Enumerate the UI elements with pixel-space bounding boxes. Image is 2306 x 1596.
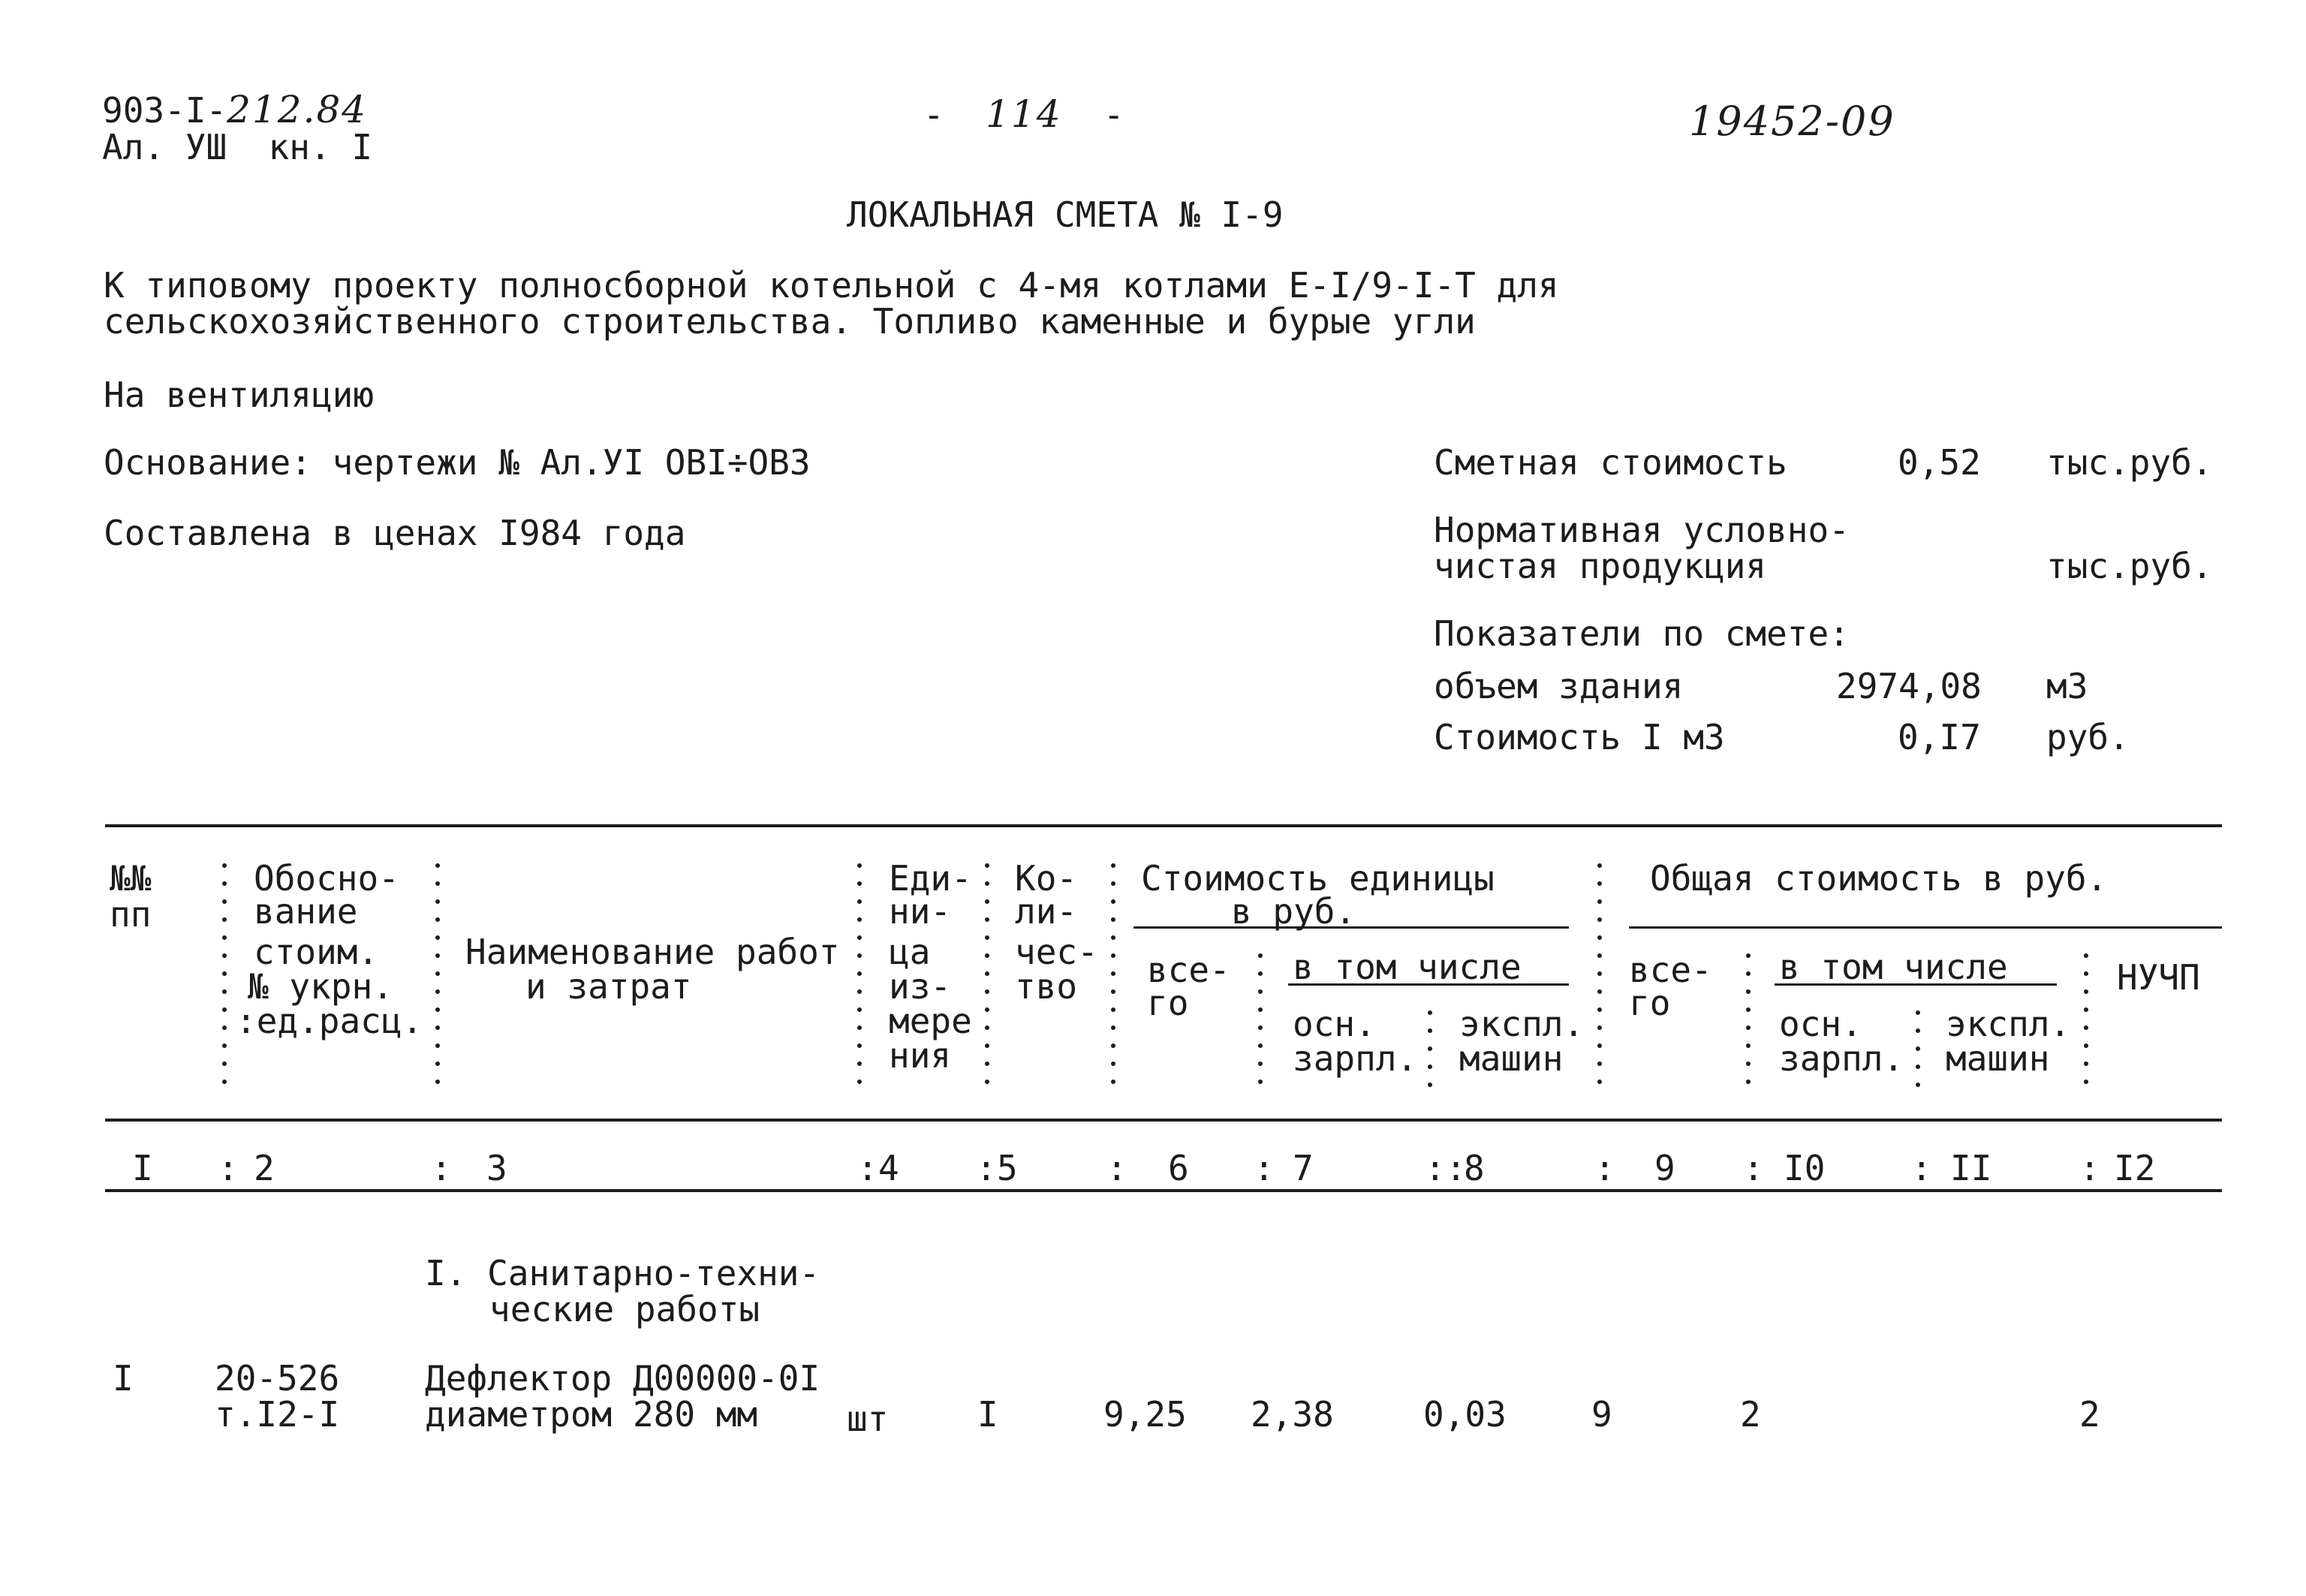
header-unit-1: Еди-	[889, 858, 972, 899]
table-header-bottom-rule	[105, 1119, 2222, 1122]
header-total-1: все-	[1629, 950, 1712, 990]
header-unit-4: из-	[889, 966, 952, 1007]
header-total-incl: в том числе	[1779, 947, 2008, 987]
separator-col-1	[222, 863, 227, 1098]
row-1-code-2: т.I2-I	[215, 1394, 340, 1435]
project-line-1: К типовому проекту полносборной котельной с 4-мя котлами Е-I/9-I-Т для	[104, 265, 1559, 306]
header-qty-3: чес-	[1015, 932, 1098, 972]
subject-line: На вентиляцию	[104, 375, 375, 415]
header-basis-5: :ед.расц.	[236, 1001, 423, 1041]
row-1-unit-wages: 2,38	[1251, 1394, 1334, 1435]
header-total-wages-2: зарпл.	[1779, 1038, 1904, 1079]
header-num-2: пп	[110, 894, 152, 935]
colnum-sep-4: :	[976, 1148, 997, 1188]
colnum-sep-8: :	[1594, 1148, 1615, 1188]
header-unit-machines-2: машин	[1459, 1038, 1564, 1079]
header-total-2: го	[1629, 983, 1671, 1023]
header-total-cost-group: Общая стоимость в руб.	[1650, 858, 2108, 899]
row-1-name-1: Дефлектор Д00000-0I	[425, 1358, 820, 1399]
document-code	[102, 88, 368, 131]
total-cost-group-rule	[1629, 926, 2222, 929]
page-number-dash-right: -	[1103, 95, 1124, 135]
header-work-name-2: и затрат	[525, 966, 692, 1007]
header-unit-total-2: го	[1147, 983, 1189, 1023]
document-title: ЛОКАЛЬНАЯ СМЕТА № I-9	[847, 194, 1284, 235]
estimated-cost-unit: тыс.руб.	[2046, 442, 2213, 483]
colnum-2: 2	[254, 1148, 275, 1188]
row-1-num: I	[113, 1358, 134, 1399]
row-1-name-2: диаметром 280 мм	[425, 1394, 758, 1435]
header-basis-3: стоим.	[254, 932, 379, 972]
row-1-qty: I	[977, 1394, 998, 1435]
header-qty-1: Ко-	[1015, 858, 1078, 899]
unit-cost-unit: руб.	[2046, 717, 2130, 757]
header-qty-2: ли-	[1015, 891, 1078, 932]
colnum-7: 7	[1293, 1148, 1314, 1188]
separator-col-10	[1916, 1010, 1920, 1101]
header-unit-2: ни-	[889, 891, 952, 932]
basis-line: Основание: чертежи № Ал.УI ОВI÷ОВЗ	[104, 442, 811, 483]
header-unit-wages-1: осн.	[1293, 1004, 1376, 1044]
colnum-sep-11: :	[2079, 1148, 2100, 1188]
separator-col-9	[1746, 953, 1751, 1098]
indicators-label: Показатели по смете:	[1434, 613, 1850, 654]
colnum-5: 5	[997, 1148, 1018, 1188]
header-unit-5: мере	[889, 1001, 972, 1041]
header-unit-wages-2: зарпл.	[1293, 1038, 1418, 1079]
row-1-code-1: 20-526	[215, 1358, 340, 1399]
normative-label-2: чистая продукция	[1434, 546, 1767, 586]
registration-number: 19452-09	[1689, 98, 1895, 145]
row-1-unit-machines: 0,03	[1423, 1394, 1507, 1435]
row-1-nuchp: 2	[2079, 1394, 2100, 1435]
unit-cost-value: 0,I7	[1898, 717, 1981, 757]
header-unit-machines-1: экспл.	[1459, 1004, 1585, 1044]
colnum-12: I2	[2114, 1148, 2156, 1188]
header-total-machines-2: машин	[1946, 1038, 2050, 1079]
separator-col-3	[857, 863, 862, 1098]
header-unit-6: ния	[889, 1035, 952, 1076]
colnum-9: 9	[1654, 1148, 1675, 1188]
column-numbers-rule	[105, 1189, 2222, 1192]
unit-cost-label: Стоимость I м3	[1434, 717, 1725, 757]
row-1-total-wages: 2	[1740, 1394, 1761, 1435]
colnum-3: 3	[486, 1148, 507, 1188]
header-basis-1: Обосно-	[254, 858, 399, 899]
header-basis-2: вание	[254, 891, 358, 932]
colnum-sep-10: :	[1911, 1148, 1932, 1188]
normative-unit: тыс.руб.	[2046, 546, 2213, 586]
prices-line: Составлена в ценах I984 года	[104, 513, 686, 553]
row-1-unit: шт	[847, 1399, 889, 1439]
colnum-sep-2: :	[431, 1148, 452, 1188]
building-volume-unit: м3	[2046, 666, 2088, 706]
page-number-value: 114	[986, 92, 1062, 136]
header-nuchp: НУЧП	[2117, 957, 2200, 998]
estimated-cost-label: Сметная стоимость	[1434, 442, 1787, 483]
table-top-rule	[105, 824, 2222, 827]
separator-col-7	[1428, 1010, 1432, 1101]
colnum-sep-6: :	[1254, 1148, 1275, 1188]
header-total-machines-1: экспл.	[1946, 1004, 2071, 1044]
separator-col-8	[1597, 863, 1602, 1098]
separator-col-11	[2084, 953, 2088, 1098]
project-line-2: сельскохозяйственного строительства. Топливо каменные и бурые угли	[104, 301, 1476, 342]
colnum-4: 4	[878, 1148, 899, 1188]
header-unit-incl: в том числе	[1293, 947, 1522, 987]
separator-col-6	[1258, 953, 1263, 1098]
colnum-10: I0	[1784, 1148, 1826, 1188]
separator-col-2	[435, 863, 440, 1098]
page-number-dash-left: -	[923, 95, 944, 135]
building-volume-label: объем здания	[1434, 666, 1684, 706]
building-volume-value: 2974,08	[1836, 666, 1982, 706]
header-work-name-1: Наименование работ	[465, 932, 840, 972]
colnum-sep-5: :	[1106, 1148, 1127, 1188]
header-unit-cost-group-2: в руб.	[1231, 891, 1356, 932]
colnum-8: 8	[1464, 1148, 1485, 1188]
document-code-handwritten: 212.84	[227, 88, 368, 131]
header-unit-total-1: все-	[1147, 950, 1230, 990]
header-unit-cost-group-1: Стоимость единицы	[1141, 858, 1495, 899]
colnum-sep-1: :	[218, 1148, 239, 1188]
estimated-cost-value: 0,52	[1898, 442, 1981, 483]
colnum-sep-9: :	[1743, 1148, 1764, 1188]
header-total-wages-1: осн.	[1779, 1004, 1862, 1044]
header-num-1: №№	[110, 858, 152, 899]
colnum-sep-7: ::	[1425, 1148, 1467, 1188]
row-1-total: 9	[1591, 1394, 1612, 1435]
section-title-1: I. Санитарно-техни-	[425, 1253, 820, 1293]
album-line: Ал. УШ кн. I	[102, 127, 373, 167]
section-title-2: ческие работы	[489, 1289, 760, 1329]
separator-col-5	[1111, 863, 1115, 1098]
colnum-sep-3: :	[857, 1148, 878, 1188]
row-1-unit-total: 9,25	[1103, 1394, 1187, 1435]
page-number	[923, 92, 1124, 136]
normative-label-1: Нормативная условно-	[1434, 510, 1850, 550]
header-basis-4: № укрн.	[248, 966, 393, 1007]
colnum-6: 6	[1168, 1148, 1189, 1188]
header-unit-3: ца	[889, 932, 931, 972]
colnum-11: II	[1950, 1148, 1992, 1188]
header-qty-4: тво	[1015, 966, 1078, 1007]
separator-col-4	[985, 863, 989, 1098]
colnum-1: I	[132, 1148, 153, 1188]
document-code-prefix: 903-I-	[102, 90, 227, 131]
